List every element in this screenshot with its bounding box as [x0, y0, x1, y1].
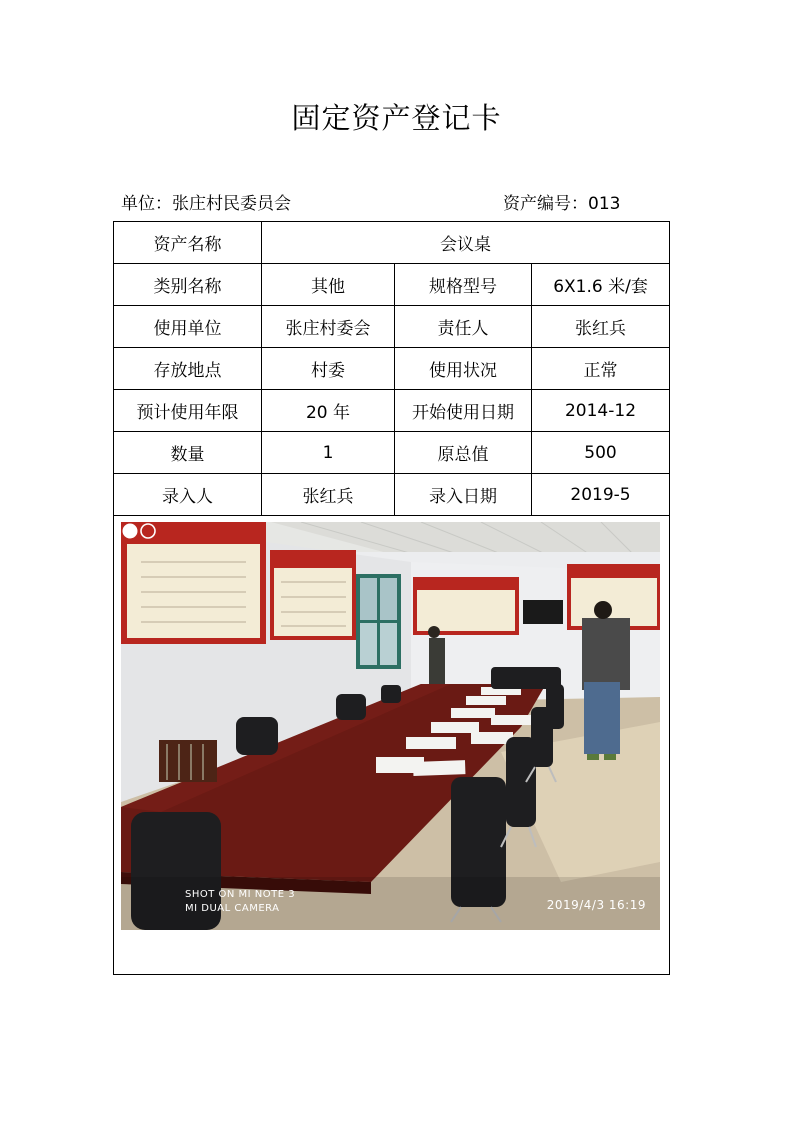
field-label: 开始使用日期	[395, 390, 532, 432]
field-label: 规格型号	[395, 264, 532, 306]
field-value: 村委	[262, 348, 395, 390]
field-value: 6X1.6 米/套	[532, 264, 670, 306]
field-label: 类别名称	[114, 264, 262, 306]
field-label: 使用状况	[395, 348, 532, 390]
asset-registration-table	[113, 221, 670, 975]
field-label: 录入日期	[395, 474, 532, 516]
field-value: 张红兵	[262, 474, 395, 516]
field-value: 2014-12	[532, 390, 670, 432]
field-label: 录入人	[114, 474, 262, 516]
photo-timestamp: 2019/4/3 16:19	[546, 898, 646, 912]
camera-watermark-line1: SHOT ON MI NOTE 3	[185, 889, 296, 900]
field-value: 其他	[262, 264, 395, 306]
table-row	[114, 390, 670, 432]
field-value: 1	[262, 432, 395, 474]
table-row	[114, 222, 670, 264]
field-value: 500	[532, 432, 670, 474]
asset-name-label: 资产名称	[114, 222, 262, 264]
table-row	[114, 264, 670, 306]
table-row	[114, 474, 670, 516]
field-value: 张庄村委会	[262, 306, 395, 348]
field-label: 预计使用年限	[114, 390, 262, 432]
field-label: 存放地点	[114, 348, 262, 390]
table-row	[114, 348, 670, 390]
field-value: 正常	[532, 348, 670, 390]
page-title: 固定资产登记卡	[291, 101, 502, 135]
table-row	[114, 432, 670, 474]
unit-label: 单位：张庄村民委员会	[121, 194, 291, 214]
camera-watermark-line2: MI DUAL CAMERA	[185, 903, 280, 914]
field-value: 张红兵	[532, 306, 670, 348]
field-value: 20 年	[262, 390, 395, 432]
field-label: 责任人	[395, 306, 532, 348]
photo-row	[114, 516, 670, 975]
field-value: 2019-5	[532, 474, 670, 516]
camera-dual-circle-icon	[121, 522, 161, 540]
field-label: 使用单位	[114, 306, 262, 348]
field-label: 原总值	[395, 432, 532, 474]
table-row	[114, 306, 670, 348]
conference-room-illustration	[121, 522, 660, 930]
field-label: 数量	[114, 432, 262, 474]
asset-name-value: 会议桌	[262, 222, 670, 264]
asset-photo	[121, 522, 660, 930]
photo-cell	[114, 516, 670, 975]
asset-number-label: 资产编号：013	[503, 194, 621, 214]
